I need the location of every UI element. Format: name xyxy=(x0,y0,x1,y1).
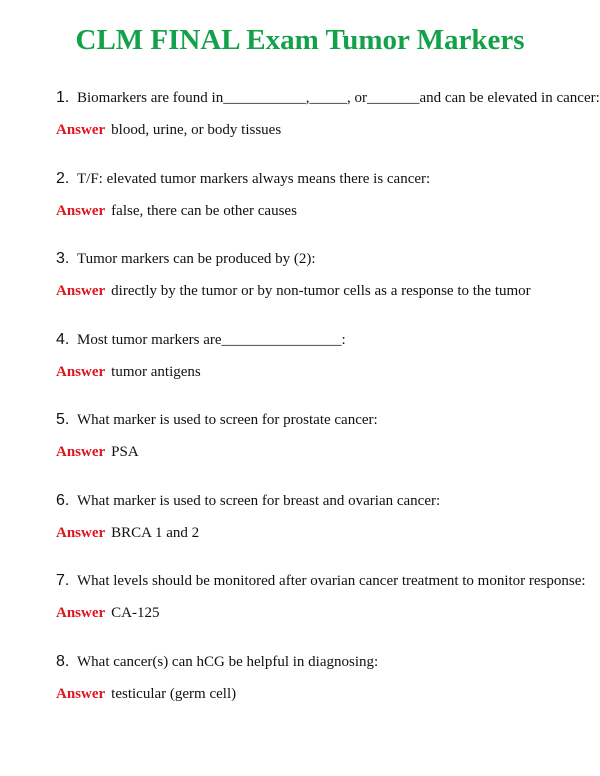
question-text: What levels should be monitored after ovarian cancer treatment to monitor response: xyxy=(77,573,586,589)
answer-text: blood, urine, or body tissues xyxy=(111,122,282,138)
question-text: Tumor markers can be produced by (2): xyxy=(77,251,316,267)
question-line xyxy=(56,331,346,349)
question-number: 1. xyxy=(56,89,70,106)
question-number: 5. xyxy=(56,411,70,428)
question-text: T/F: elevated tumor markers always means there is cancer: xyxy=(77,170,431,187)
question-line xyxy=(56,89,600,107)
question-item-8 xyxy=(56,653,576,734)
question-item-1 xyxy=(56,89,600,170)
answer-label: Answer xyxy=(56,444,106,460)
question-text: Most tumor markers are________________: xyxy=(77,331,346,348)
answer-label: Answer xyxy=(56,283,106,299)
answer-text: BRCA 1 and 2 xyxy=(111,524,200,541)
question-text: What marker is used to screen for prostate cancer: xyxy=(77,412,378,428)
question-text: Biomarkers are found in___________,_____, or_______and can be elevated in cancer: xyxy=(77,90,600,106)
answer-line xyxy=(56,443,139,461)
question-line xyxy=(56,653,378,671)
page-title: CLM FINAL Exam Tumor Markers xyxy=(75,24,525,56)
question-item-7 xyxy=(56,572,586,653)
question-number: 4. xyxy=(56,330,70,348)
question-line xyxy=(56,572,586,590)
question-number: 2. xyxy=(56,169,70,187)
answer-label: Answer xyxy=(56,524,106,541)
question-item-2 xyxy=(56,170,576,251)
answer-line xyxy=(56,202,297,220)
answer-text: tumor antigens xyxy=(111,363,201,380)
answer-line xyxy=(56,121,281,139)
answer-label: Answer xyxy=(56,605,106,621)
answer-text: false, there can be other causes xyxy=(111,202,297,219)
question-list xyxy=(56,89,600,733)
question-line xyxy=(56,170,430,188)
question-item-5 xyxy=(56,411,576,492)
answer-label: Answer xyxy=(56,202,106,219)
answer-label: Answer xyxy=(56,122,106,138)
question-text: What marker is used to screen for breast and ovarian cancer: xyxy=(77,492,441,509)
question-number: 3. xyxy=(56,250,70,267)
answer-text: directly by the tumor or by non-tumor cells as a response to the tumor xyxy=(111,283,531,299)
question-number: 7. xyxy=(56,572,70,589)
question-item-6 xyxy=(56,492,576,573)
question-line xyxy=(56,492,440,510)
question-number: 8. xyxy=(56,652,70,670)
answer-line xyxy=(56,685,236,703)
question-line xyxy=(56,411,378,429)
answer-text: PSA xyxy=(111,444,139,460)
question-item-4 xyxy=(56,331,576,412)
question-item-3 xyxy=(56,250,576,331)
question-line xyxy=(56,250,316,268)
answer-label: Answer xyxy=(56,685,106,702)
question-number: 6. xyxy=(56,491,70,509)
answer-line xyxy=(56,604,160,622)
answer-line xyxy=(56,524,199,542)
question-text: What cancer(s) can hCG be helpful in diagnosing: xyxy=(77,653,379,670)
answer-text: CA-125 xyxy=(111,605,160,621)
answer-text: testicular (germ cell) xyxy=(111,685,237,702)
answer-line xyxy=(56,282,531,300)
answer-label: Answer xyxy=(56,363,106,380)
answer-line xyxy=(56,363,201,381)
